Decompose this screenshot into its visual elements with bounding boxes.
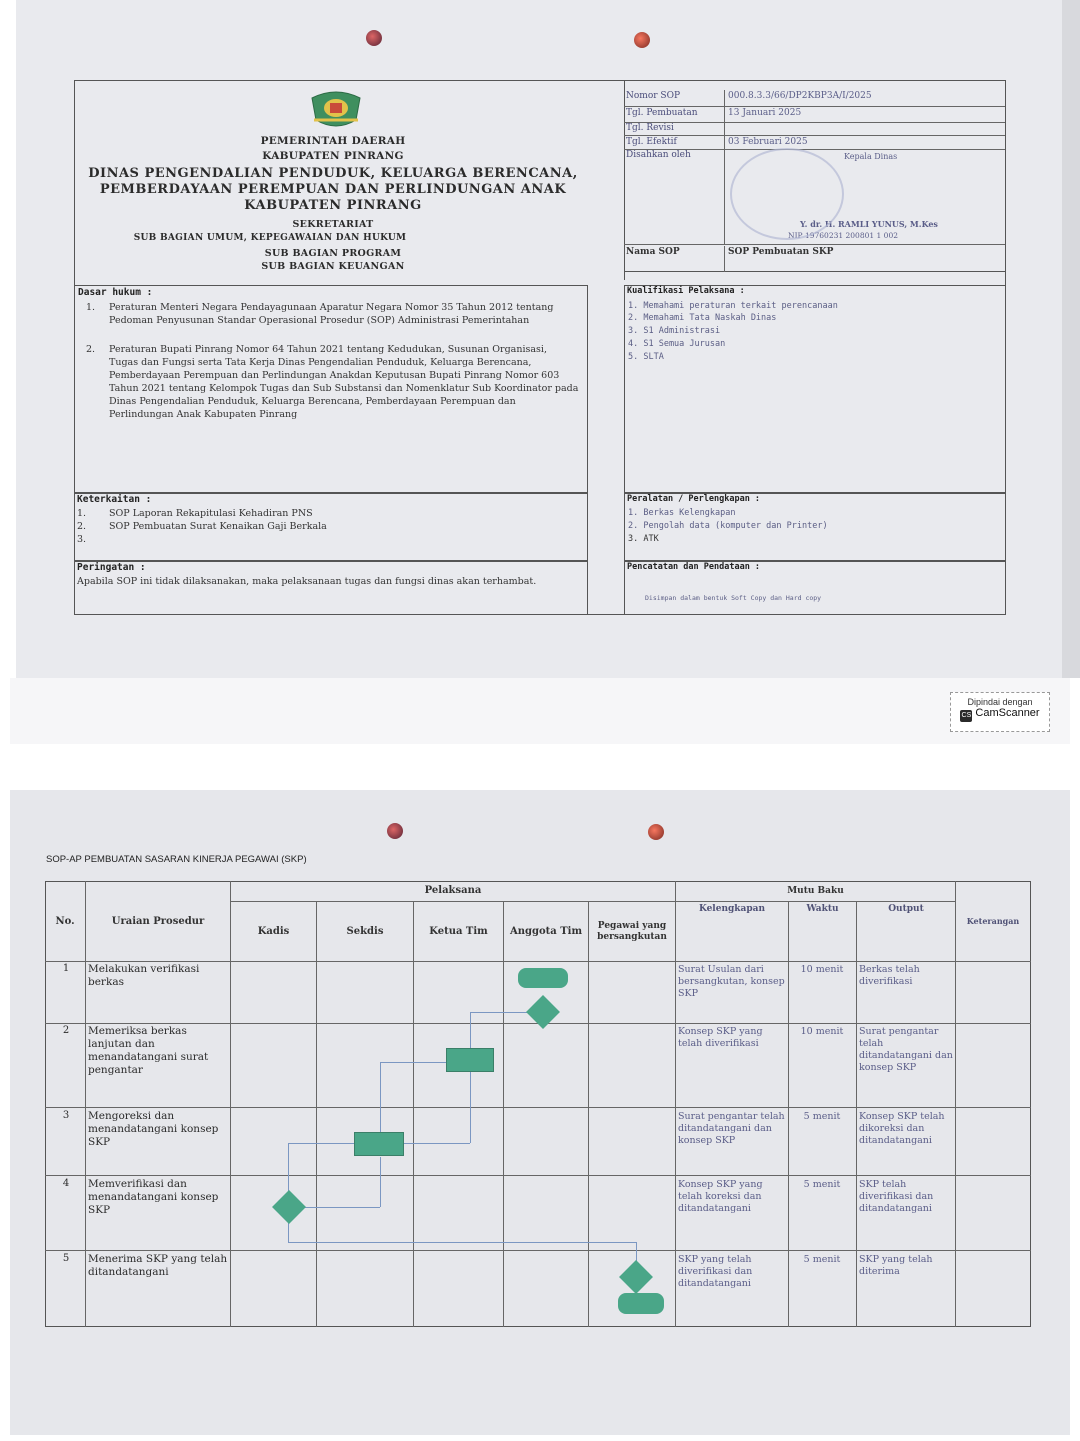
dasar-hukum-item-1: Peraturan Menteri Negara Pendayagunaan Aparatur Negara Nomor 35 Tahun 2012 tentang Pedoman Penyusunan Standar Operasional Prosedur (SOP) Administrasi Pemerintahan xyxy=(109,302,554,326)
pin-hole-icon xyxy=(366,30,382,46)
keterkaitan-item: SOP Laporan Rekapitulasi Kehadiran PNS xyxy=(109,508,313,519)
keterkaitan-item: SOP Pembuatan Surat Kenaikan Gaji Berkala xyxy=(109,521,327,532)
header-anggota-tim: Anggota Tim xyxy=(509,926,583,937)
row-number: 3 xyxy=(62,1110,70,1121)
keterkaitan-title: Keterkaitan : xyxy=(77,494,152,505)
row-output: SKP yang telah diterima xyxy=(859,1254,933,1277)
row-output: Konsep SKP telah dikoreksi dan ditandatangani xyxy=(859,1111,945,1146)
flow-connector xyxy=(288,1143,289,1195)
flow-connector xyxy=(288,1143,354,1144)
flow-connector xyxy=(288,1242,636,1243)
scan-footer-area xyxy=(10,678,1070,744)
row-uraian: Menerima SKP yang telah ditandatangani xyxy=(88,1253,228,1278)
row-number: 1 xyxy=(62,963,70,974)
kualifikasi-title: Kualifikasi Pelaksana : xyxy=(627,286,745,296)
row-number: 4 xyxy=(62,1178,70,1189)
row-output: Surat pengantar telah ditandatangani dan konsep SKP xyxy=(859,1026,953,1073)
kualifikasi-item: 4. S1 Semua Jurusan xyxy=(628,339,726,349)
row-uraian: Memverifikasi dan menandatangani konsep SKP xyxy=(88,1178,219,1216)
pin-hole-icon xyxy=(648,824,664,840)
header-keterangan: Keterangan xyxy=(966,916,1020,926)
kualifikasi-item: 2. Memahami Tata Naskah Dinas xyxy=(628,313,777,323)
row-waktu: 5 menit xyxy=(803,1179,841,1190)
pin-hole-icon xyxy=(387,823,403,839)
camscanner-watermark: Dipindai dengan CS CamScanner xyxy=(950,692,1050,732)
flow-connector xyxy=(470,1072,471,1143)
flow-end-terminator xyxy=(618,1293,664,1314)
flow-process-box xyxy=(446,1048,494,1072)
pencatatan-text: Disimpan dalam bentuk Soft Copy dan Hard copy xyxy=(645,594,822,602)
row-waktu: 10 menit xyxy=(800,1026,844,1037)
unit-program: SUB BAGIAN PROGRAM xyxy=(264,248,402,259)
dasar-hukum-item-2: Peraturan Bupati Pinrang Nomor 64 Tahun 2021 tentang Kedudukan, Susunan Organisasi, Tugas dan Fungsi serta Tata Kerja Dinas Pengendalian Penduduk, Keluarga Berencana, Pemberdayaan Perempuan dan Perlindungan Anakdan Keputusan Bupati Pinrang Nomor 603 Tahun 2021 tentang Kelompok Tugas dan Sub Substansi dan Nomenklatur Sub Koordinator pada Dinas Pengendalian Penduduk, Keluarga Berencana, Pemberdayaan Perempuan dan Perlindungan Anak Kabupaten Pinrang xyxy=(109,344,579,420)
meta-row-nama: Nama SOP SOP Pembuatan SKP xyxy=(624,246,1005,272)
flowchart-title: SOP-AP PEMBUATAN SASARAN KINERJA PEGAWAI (SKP) xyxy=(46,854,307,865)
row-number: 2 xyxy=(62,1025,70,1036)
pencatatan-title: Pencatatan dan Pendataan : xyxy=(627,562,761,572)
signer-title: Kepala Dinas xyxy=(844,152,898,161)
header-no: No. xyxy=(55,916,75,927)
row-waktu: 5 menit xyxy=(803,1254,841,1265)
peralatan-item: 2. Pengolah data (komputer dan Printer) xyxy=(628,521,828,531)
unit-umum: SUB BAGIAN UMUM, KEPEGAWAIAN DAN HUKUM xyxy=(133,233,407,243)
flow-connector xyxy=(300,1207,380,1208)
peringatan-box xyxy=(74,561,588,615)
flow-connector xyxy=(470,1012,471,1048)
kualifikasi-item: 3. S1 Administrasi xyxy=(628,326,721,336)
meta-row-revisi: Tgl. Revisi xyxy=(624,122,1005,136)
camscanner-logo-icon: CS xyxy=(960,710,972,722)
page-gap xyxy=(0,744,1080,790)
signer-nip: NIP 19760231 200801 1 002 xyxy=(788,231,898,240)
kualifikasi-item: 1. Memahami peraturan terkait perencanaan xyxy=(628,301,838,311)
meta-row-pembuatan: Tgl. Pembuatan 13 Januari 2025 xyxy=(624,107,1005,123)
peralatan-item: 1. Berkas Kelengkapan xyxy=(628,508,736,518)
row-kelengkapan: Konsep SKP yang telah koreksi dan ditandatangani xyxy=(678,1179,763,1214)
row-kelengkapan: Surat Usulan dari bersangkutan, konsep SKP xyxy=(678,964,785,999)
page-edge xyxy=(1062,0,1080,678)
header-kadis: Kadis xyxy=(257,926,290,937)
flow-start-terminator xyxy=(518,968,568,988)
dasar-hukum-title: Dasar hukum : xyxy=(78,287,153,298)
agency-name-line1: DINAS PENGENDALIAN PENDUDUK, KELUARGA BERENCANA, xyxy=(88,166,578,181)
row-output: Berkas telah diverifikasi xyxy=(859,964,920,987)
header-kelengkapan: Kelengkapan xyxy=(698,904,766,914)
row-kelengkapan: Surat pengantar telah ditandatangani dan konsep SKP xyxy=(678,1111,785,1146)
signer-name: Y. dr. H. RAMLI YUNUS, M.Kes xyxy=(800,219,938,229)
unit-keuangan: SUB BAGIAN KEUANGAN xyxy=(261,261,405,272)
row-kelengkapan: SKP yang telah diverifikasi dan ditandatangani xyxy=(678,1254,753,1289)
official-stamp-icon xyxy=(730,148,844,240)
peralatan-item: 3. ATK xyxy=(628,534,659,544)
meta-row-efektif: Tgl. Efektif 03 Februari 2025 xyxy=(624,136,1005,150)
row-number: 5 xyxy=(62,1253,70,1264)
header-pelaksana: Pelaksana xyxy=(424,885,482,896)
kualifikasi-item: 5. SLTA xyxy=(628,352,664,362)
header-sekdis: Sekdis xyxy=(346,926,384,937)
header-pegawai: Pegawai yang bersangkutan xyxy=(597,921,667,942)
gov-name: PEMERINTAH DAERAH xyxy=(260,135,406,147)
agency-name-line3: KABUPATEN PINRANG xyxy=(244,198,422,213)
meta-row-nomor: Nomor SOP 000.8.3.3/66/DP2KBP3A/I/2025 xyxy=(624,90,1005,107)
agency-name-line2: PEMBERDAYAAN PEREMPUAN DAN PERLINDUNGAN ANAK xyxy=(99,182,567,197)
row-waktu: 5 menit xyxy=(803,1111,841,1122)
flow-connector xyxy=(380,1062,381,1132)
flow-process-box xyxy=(354,1132,404,1156)
peringatan-text: Apabila SOP ini tidak dilaksanakan, maka pelaksanaan tugas dan fungsi dinas akan terhambat. xyxy=(77,576,537,587)
row-kelengkapan: Konsep SKP yang telah diverifikasi xyxy=(678,1026,763,1049)
pin-hole-icon xyxy=(634,32,650,48)
peringatan-title: Peringatan : xyxy=(77,562,146,573)
header-output: Output xyxy=(888,904,924,914)
flow-connector xyxy=(380,1157,381,1207)
header-waktu: Waktu xyxy=(806,904,839,914)
flow-connector xyxy=(380,1062,446,1063)
header-mutu-baku: Mutu Baku xyxy=(787,886,844,896)
row-waktu: 10 menit xyxy=(800,964,844,975)
regency-name: KABUPATEN PINRANG xyxy=(262,150,404,162)
row-uraian: Memeriksa berkas lanjutan dan menandatangani surat pengantar xyxy=(88,1025,209,1076)
flow-connector xyxy=(404,1143,470,1144)
meta-row-disahkan: Disahkan oleh Kepala Dinas Y. dr. H. RAMLI YUNUS, M.Kes NIP 19760231 200801 1 002 xyxy=(624,149,1005,245)
regency-logo-icon xyxy=(308,90,364,128)
header-uraian: Uraian Prosedur xyxy=(111,916,205,927)
header-ketua-tim: Ketua Tim xyxy=(429,926,488,937)
peralatan-title: Peralatan / Perlengkapan : xyxy=(627,494,761,504)
row-uraian: Melakukan verifikasi berkas xyxy=(88,963,200,988)
row-output: SKP telah diverifikasi dan ditandatangani xyxy=(859,1179,934,1214)
row-uraian: Mengoreksi dan menandatangani konsep SKP xyxy=(88,1110,219,1148)
unit-sekretariat: SEKRETARIAT xyxy=(292,219,374,230)
